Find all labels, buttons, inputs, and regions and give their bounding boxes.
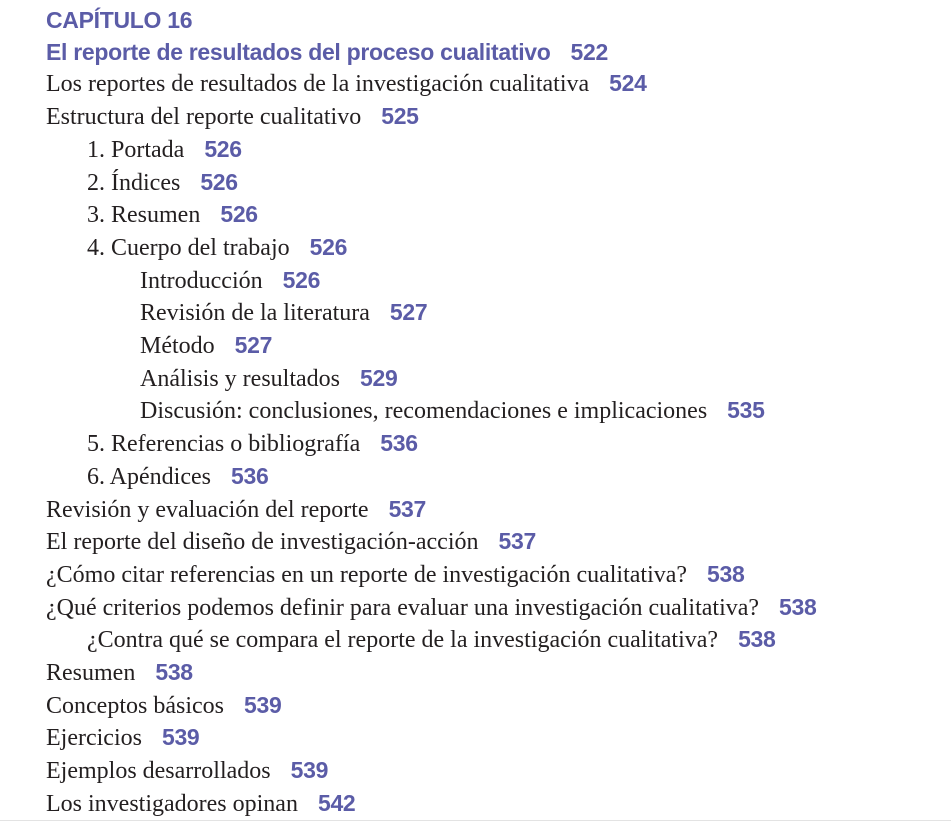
- toc-entry: [46, 624, 931, 657]
- toc-entry-title: ¿Qué criterios podemos definir para evaluar una investigación cualitativa?: [46, 594, 760, 621]
- toc-entry-page-number: 525: [381, 103, 419, 130]
- toc-entry-title: Método: [140, 333, 215, 360]
- toc-entry-page-number: 527: [389, 299, 428, 326]
- toc-entry-page-number: 537: [388, 495, 427, 522]
- toc-entry-page-number: 538: [155, 659, 193, 686]
- toc-entry-page-number: 527: [234, 332, 273, 359]
- toc-content: [46, 5, 931, 821]
- toc-entry-title: Los reportes de resultados de la investigación cualitativa: [46, 71, 590, 98]
- bottom-divider: [0, 820, 951, 821]
- toc-entry: [46, 363, 931, 396]
- toc-entry: [46, 722, 931, 755]
- toc-entry: [46, 167, 931, 200]
- toc-entry-page-number: 542: [317, 789, 356, 816]
- toc-entry-title: 5. Referencias o bibliografía: [87, 431, 361, 458]
- toc-entry-page-number: 539: [290, 757, 329, 784]
- toc-entry-title: 1. Portada: [87, 136, 185, 163]
- toc-entry-page-number: 537: [498, 528, 536, 555]
- toc-entry: [46, 297, 931, 330]
- toc-entry-title: Revisión y evaluación del reporte: [46, 496, 369, 523]
- toc-entry-title: 2. Índices: [87, 169, 181, 196]
- toc-entry-title: El reporte del diseño de investigación-acción: [46, 529, 479, 556]
- toc-entry-page-number: 539: [161, 724, 200, 751]
- toc-entry-title: 4. Cuerpo del trabajo: [87, 234, 290, 261]
- toc-entry-title: Revisión de la literatura: [140, 300, 370, 327]
- toc-entry: [46, 494, 931, 527]
- chapter-page-number: 522: [570, 38, 609, 65]
- toc-entry: [46, 395, 931, 428]
- toc-entry-title: Conceptos básicos: [46, 692, 224, 719]
- toc-entry: [46, 592, 931, 625]
- toc-entry-page-number: 535: [727, 397, 765, 424]
- toc-entry: [46, 526, 931, 559]
- toc-entry-page-number: 526: [309, 233, 348, 260]
- toc-entry-page-number: 536: [230, 462, 269, 489]
- toc-entry-page-number: 539: [243, 691, 282, 718]
- toc-entry-title: Ejemplos desarrollados: [46, 758, 271, 785]
- toc-entry-page-number: 538: [779, 593, 817, 620]
- toc-entry: [46, 788, 931, 821]
- toc-entry: [46, 559, 931, 592]
- toc-entry: [46, 232, 931, 265]
- toc-entry: [46, 265, 931, 298]
- toc-entry-page-number: 538: [707, 560, 745, 587]
- toc-entry-title: ¿Contra qué se compara el reporte de la investigación cualitativa?: [87, 627, 719, 654]
- toc-entry: [46, 330, 931, 363]
- toc-entry-title: 6. Apéndices: [87, 463, 211, 490]
- toc-entry-page-number: 538: [738, 626, 776, 653]
- toc-entry: [46, 657, 931, 690]
- toc-entry: [46, 755, 931, 788]
- toc-entry: [46, 134, 931, 167]
- toc-entry-title: Los investigadores opinan: [46, 790, 298, 817]
- toc-entry-page-number: 526: [200, 168, 238, 195]
- toc-entry: [46, 690, 931, 723]
- toc-entry-title: Estructura del reporte cualitativo: [46, 104, 362, 131]
- toc-entry: [46, 101, 931, 134]
- toc-entry: [46, 199, 931, 232]
- toc-entry: [46, 68, 931, 101]
- chapter-title: El reporte de resultados del proceso cualitativo: [46, 38, 551, 65]
- toc-entry-title: Resumen: [46, 660, 136, 687]
- chapter-label: CAPÍTULO 16: [46, 7, 193, 33]
- toc-entry-page-number: 526: [220, 201, 258, 228]
- toc-entry-title: Discusión: conclusiones, recomendaciones e implicaciones: [140, 398, 708, 425]
- toc-entry-title: Introducción: [140, 267, 263, 294]
- toc-entry-page-number: 524: [609, 70, 647, 97]
- toc-entry-list: [46, 68, 931, 820]
- toc-entry-title: 3. Resumen: [87, 202, 201, 229]
- toc-entry-title: Ejercicios: [46, 725, 142, 752]
- toc-entry-page-number: 526: [204, 135, 242, 162]
- toc-entry-page-number: 536: [380, 430, 418, 457]
- toc-entry: [46, 428, 931, 461]
- chapter-title-row: [46, 37, 931, 69]
- toc-entry-title: ¿Cómo citar referencias en un reporte de investigación cualitativa?: [46, 561, 688, 588]
- toc-entry-page-number: 529: [359, 364, 398, 391]
- toc-entry-title: Análisis y resultados: [140, 365, 340, 392]
- toc-entry-page-number: 526: [282, 266, 321, 293]
- toc-entry: [46, 461, 931, 494]
